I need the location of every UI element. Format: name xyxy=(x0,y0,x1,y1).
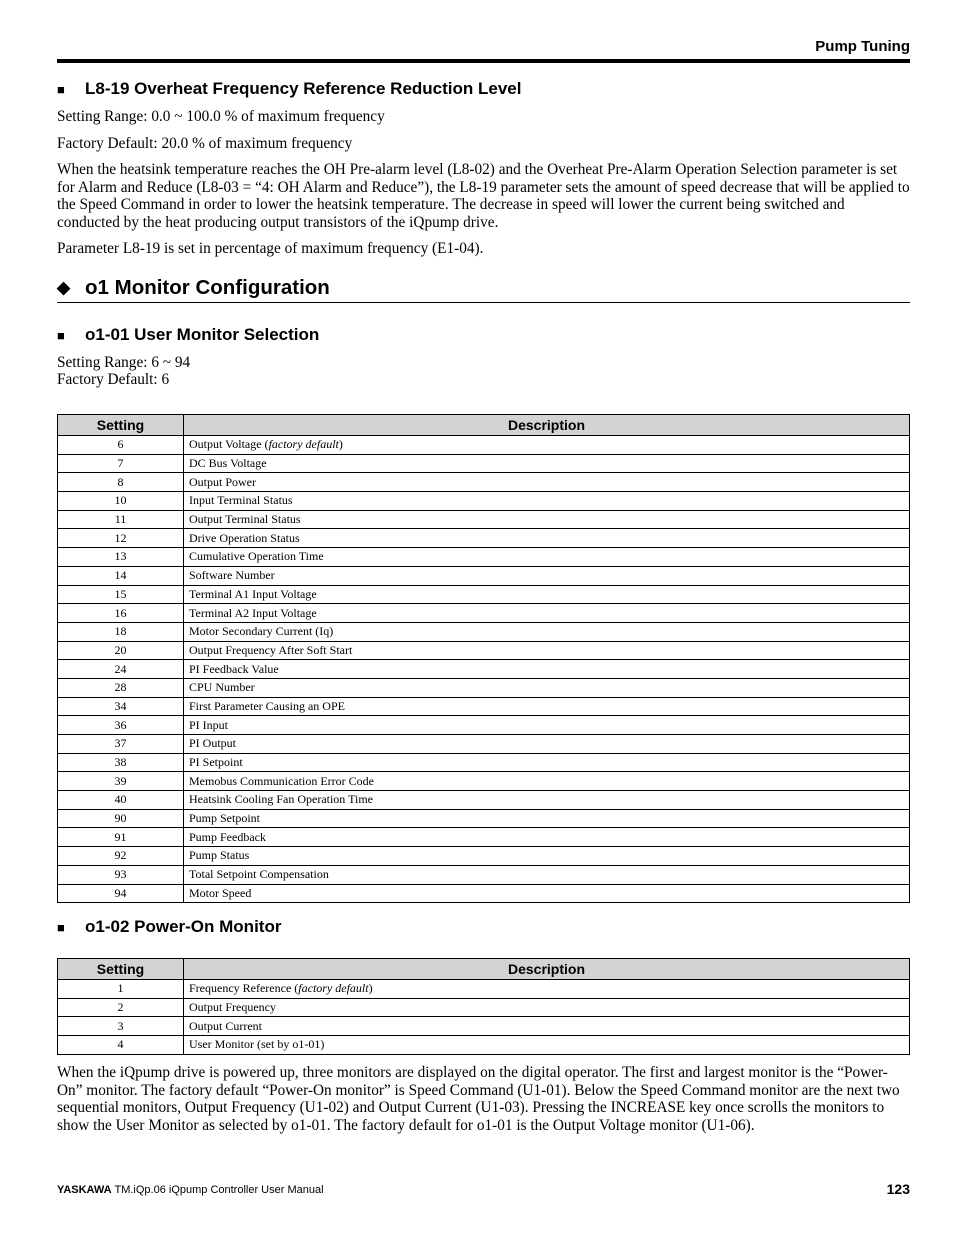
description-text: Pump Setpoint xyxy=(189,811,261,826)
description-text: Output Frequency xyxy=(189,1000,276,1015)
description-text: Cumulative Operation Time xyxy=(189,549,324,564)
setting-cell: 94 xyxy=(58,884,184,903)
description-cell xyxy=(184,884,910,903)
description-cell xyxy=(184,510,910,529)
description-tail: ) xyxy=(338,437,343,452)
description-cell xyxy=(184,585,910,604)
description-cell xyxy=(184,735,910,754)
description-cell xyxy=(184,980,910,999)
running-header: Pump Tuning xyxy=(815,38,910,55)
square-bullet-icon: ■ xyxy=(57,919,65,935)
square-bullet-icon: ■ xyxy=(57,81,65,97)
description-text: PI Setpoint xyxy=(189,755,243,770)
setting-cell: 10 xyxy=(58,492,184,511)
description-cell xyxy=(184,529,910,548)
l819-paragraph-2: Parameter L8-19 is set in percentage of maximum frequency (E1-04). xyxy=(57,240,484,257)
footer-brand: YASKAWA xyxy=(57,1184,112,1196)
description-cell xyxy=(184,473,910,492)
setting-cell: 3 xyxy=(58,1017,184,1036)
description-cell xyxy=(184,604,910,623)
table-row xyxy=(58,585,910,604)
column-header-setting: Setting xyxy=(58,959,184,980)
column-header-setting: Setting xyxy=(58,415,184,436)
setting-cell: 6 xyxy=(58,436,184,455)
table-row xyxy=(58,791,910,810)
setting-cell: 90 xyxy=(58,809,184,828)
description-cell xyxy=(184,492,910,511)
setting-cell: 11 xyxy=(58,510,184,529)
o102-paragraph: When the iQpump drive is powered up, three monitors are displayed on the digital operator. The first and largest monitor is the “Power-On” monitor. The factory default “Power-On monitor” is Speed Command (U1-01). Below the Speed Command monitor are the next two sequential monitors, Output Frequency (U1-02) and Output Current (U1-03). Pressing the INCREASE key once scrolls the monitors to show the User Monitor as selected by o1-01. The factory default for o1-01 is the Output Voltage monitor (U1-06). xyxy=(57,1064,900,1134)
setting-cell: 15 xyxy=(58,585,184,604)
description-text: PI Feedback Value xyxy=(189,661,279,676)
table-row xyxy=(58,828,910,847)
setting-cell: 12 xyxy=(58,529,184,548)
description-cell xyxy=(184,641,910,660)
o101-heading xyxy=(57,325,319,345)
setting-cell: 28 xyxy=(58,678,184,697)
setting-cell: 13 xyxy=(58,548,184,567)
description-text: Pump Status xyxy=(189,848,250,863)
description-text: Output Frequency After Soft Start xyxy=(189,642,353,657)
setting-cell: 93 xyxy=(58,865,184,884)
setting-cell: 20 xyxy=(58,641,184,660)
description-text: Pump Feedback xyxy=(189,829,266,844)
description-text: Output Terminal Status xyxy=(189,512,301,527)
description-cell xyxy=(184,1017,910,1036)
description-text: Input Terminal Status xyxy=(189,493,293,508)
footer-manual-title: TM.iQp.06 iQpump Controller User Manual xyxy=(114,1184,324,1196)
description-text: Drive Operation Status xyxy=(189,530,300,545)
description-text: Heatsink Cooling Fan Operation Time xyxy=(189,792,373,807)
table-row xyxy=(58,772,910,791)
description-cell xyxy=(184,791,910,810)
description-cell xyxy=(184,1036,910,1055)
table-header-row xyxy=(58,415,910,436)
setting-cell: 36 xyxy=(58,716,184,735)
table-row xyxy=(58,980,910,999)
table-row xyxy=(58,436,910,455)
column-header-description: Description xyxy=(184,959,910,980)
table-row xyxy=(58,847,910,866)
description-text: Memobus Communication Error Code xyxy=(189,773,374,788)
description-italic-note: factory default xyxy=(268,437,339,452)
table-row xyxy=(58,492,910,511)
description-text: Total Setpoint Compensation xyxy=(189,867,329,882)
o101-heading-text: o1-01 User Monitor Selection xyxy=(85,325,320,344)
setting-cell: 39 xyxy=(58,772,184,791)
description-text: Motor Secondary Current (Iq) xyxy=(189,624,334,639)
table-row xyxy=(58,865,910,884)
description-cell xyxy=(184,548,910,567)
description-cell xyxy=(184,716,910,735)
setting-cell: 91 xyxy=(58,828,184,847)
l819-heading xyxy=(57,79,522,99)
description-tail: ) xyxy=(368,981,373,996)
description-text: DC Bus Voltage xyxy=(189,456,267,471)
description-cell xyxy=(184,566,910,585)
o101-factory-default: Factory Default: 6 xyxy=(57,371,170,388)
description-text: PI Input xyxy=(189,717,228,732)
description-cell xyxy=(184,998,910,1017)
description-cell xyxy=(184,828,910,847)
description-cell xyxy=(184,622,910,641)
description-cell xyxy=(184,772,910,791)
description-text: Motor Speed xyxy=(189,885,252,900)
column-header-description: Description xyxy=(184,415,910,436)
setting-cell: 4 xyxy=(58,1036,184,1055)
setting-cell: 7 xyxy=(58,454,184,473)
footer xyxy=(57,1184,324,1196)
o102-table-body xyxy=(58,980,910,1055)
header-rule xyxy=(57,59,910,63)
o1-section-heading-text: o1 Monitor Configuration xyxy=(85,276,330,299)
table-row xyxy=(58,622,910,641)
table-row xyxy=(58,884,910,903)
table-row xyxy=(58,566,910,585)
table-row xyxy=(58,1017,910,1036)
description-cell xyxy=(184,454,910,473)
description-cell xyxy=(184,697,910,716)
setting-cell: 24 xyxy=(58,660,184,679)
table-row xyxy=(58,1036,910,1055)
table-row xyxy=(58,641,910,660)
l819-paragraph-1: When the heatsink temperature reaches the OH Pre-alarm level (L8-02) and the Overheat Pre-Alarm Operation Selection parameter is set for Alarm and Reduce (L8-03 = “4: OH Alarm and Reduce”), the L8-19 parameter sets the amount of speed decrease that will be applied to the Speed Command in order to lower the heatsink temperature. The decrease in speed will lower the current being switched and conducted by the heat producing output transistors of the iQpump drive. xyxy=(57,161,910,231)
description-cell xyxy=(184,865,910,884)
table-row xyxy=(58,604,910,623)
table-row xyxy=(58,697,910,716)
o101-setting-range: Setting Range: 6 ~ 94 xyxy=(57,354,191,371)
table-row xyxy=(58,735,910,754)
description-text: User Monitor (set by o1-01) xyxy=(189,1037,325,1052)
square-bullet-icon: ■ xyxy=(57,327,65,343)
description-cell xyxy=(184,660,910,679)
table-header-row xyxy=(58,959,910,980)
description-text: Output Voltage ( xyxy=(189,437,269,452)
o101-table-body xyxy=(58,436,910,903)
description-cell xyxy=(184,809,910,828)
description-text: CPU Number xyxy=(189,680,255,695)
table-row xyxy=(58,716,910,735)
l819-heading-text: L8-19 Overheat Frequency Reference Reduction Level xyxy=(85,79,522,98)
description-italic-note: factory default xyxy=(298,981,369,996)
description-cell xyxy=(184,753,910,772)
table-row xyxy=(58,548,910,567)
o102-heading-text: o1-02 Power-On Monitor xyxy=(85,917,282,936)
table-row xyxy=(58,454,910,473)
diamond-bullet-icon: ◆ xyxy=(57,278,71,297)
o1-section-heading xyxy=(57,276,910,300)
o102-monitor-table xyxy=(57,958,910,1055)
description-text: Software Number xyxy=(189,568,275,583)
description-text: Output Power xyxy=(189,474,256,489)
description-text: PI Output xyxy=(189,736,237,751)
setting-cell: 8 xyxy=(58,473,184,492)
l819-factory-default: Factory Default: 20.0 % of maximum frequency xyxy=(57,135,353,152)
table-row xyxy=(58,678,910,697)
setting-cell: 40 xyxy=(58,791,184,810)
description-cell xyxy=(184,847,910,866)
table-row xyxy=(58,660,910,679)
description-text: Terminal A2 Input Voltage xyxy=(189,605,317,620)
table-row xyxy=(58,473,910,492)
description-cell xyxy=(184,678,910,697)
table-row xyxy=(58,809,910,828)
setting-cell: 38 xyxy=(58,753,184,772)
description-text: First Parameter Causing an OPE xyxy=(189,698,345,713)
description-text: Frequency Reference ( xyxy=(189,981,299,996)
page-number: 123 xyxy=(886,1181,910,1197)
setting-cell: 34 xyxy=(58,697,184,716)
setting-cell: 14 xyxy=(58,566,184,585)
setting-cell: 16 xyxy=(58,604,184,623)
setting-cell: 37 xyxy=(58,735,184,754)
setting-cell: 18 xyxy=(58,622,184,641)
table-row xyxy=(58,998,910,1017)
table-row xyxy=(58,510,910,529)
description-text: Output Current xyxy=(189,1018,262,1033)
table-row xyxy=(58,753,910,772)
setting-cell: 2 xyxy=(58,998,184,1017)
description-text: Terminal A1 Input Voltage xyxy=(189,586,317,601)
setting-cell: 1 xyxy=(58,980,184,999)
o102-heading xyxy=(57,917,281,937)
o101-monitor-table xyxy=(57,414,910,903)
setting-cell: 92 xyxy=(58,847,184,866)
description-cell xyxy=(184,436,910,455)
table-row xyxy=(58,529,910,548)
section-rule xyxy=(57,302,910,303)
l819-setting-range: Setting Range: 0.0 ~ 100.0 % of maximum frequency xyxy=(57,108,385,125)
